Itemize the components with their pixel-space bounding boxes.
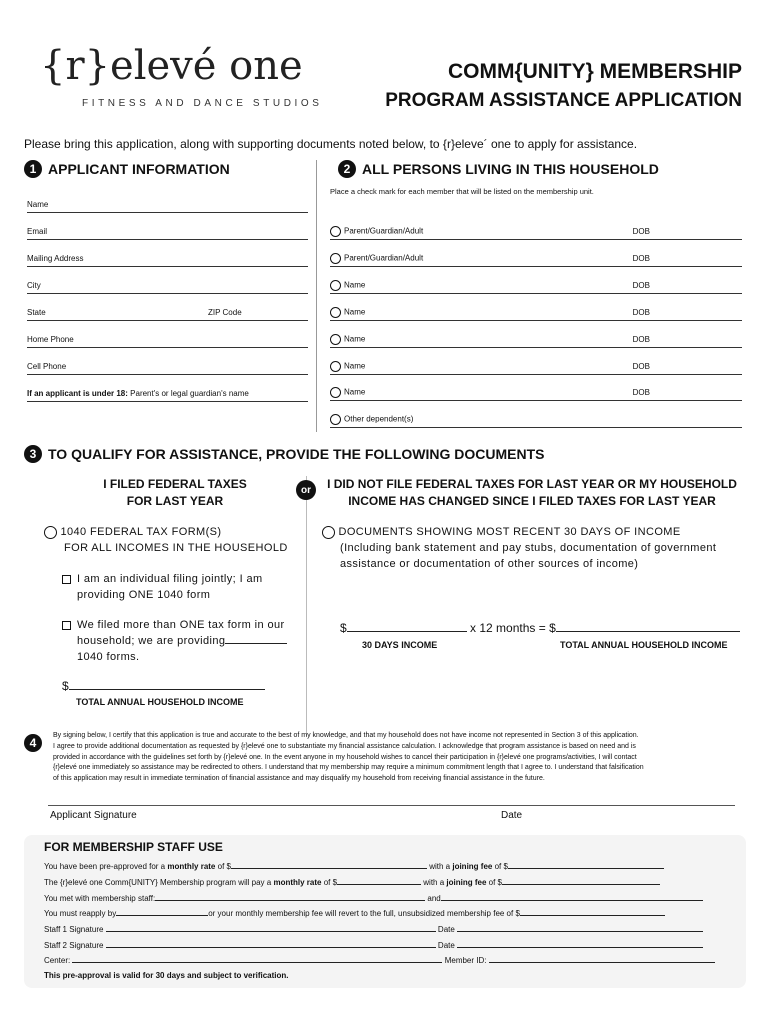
- radio-circle-icon[interactable]: [330, 280, 341, 291]
- staff-text: Date: [437, 941, 455, 950]
- staff-bold: joining fee: [446, 878, 487, 887]
- right-total-income-blank[interactable]: [556, 621, 740, 632]
- program-rate-blank[interactable]: [337, 877, 421, 885]
- section3-number-icon: 3: [24, 445, 42, 463]
- left-column-heading: [50, 476, 300, 510]
- household-row[interactable]: [330, 386, 742, 401]
- section2-heading: [338, 160, 659, 178]
- under18-bold: If an applicant is under 18:: [27, 389, 128, 398]
- mailing-label: Mailing Address: [27, 254, 84, 263]
- certification-line: By signing below, I certify that this application is true and accurate to the best of my knowledge, and that my household does not have income not represented in Section 3 of this application.: [53, 732, 639, 739]
- radio-circle-icon[interactable]: [330, 334, 341, 345]
- staff-text: Member ID:: [444, 956, 487, 965]
- household-row-other[interactable]: [330, 413, 742, 428]
- staff-text: or your monthly membership fee will revert to the full, unsubsidized membership fee of $: [208, 909, 520, 918]
- radio-circle-icon[interactable]: [330, 226, 341, 237]
- household-instruction: Place a check mark for each member that will be listed on the membership unit.: [330, 187, 594, 196]
- logo-wordmark: {r}elevé one: [40, 43, 303, 89]
- household-row-label: Name: [344, 361, 366, 371]
- right-heading-line2: INCOME HAS CHANGED SINCE I FILED TAXES FOR LAST YEAR: [348, 494, 716, 508]
- household-row[interactable]: [330, 279, 742, 294]
- income-documents-sublabel2: assistance or documentation of other sources of income): [340, 558, 639, 570]
- dob-label: DOB: [632, 281, 650, 290]
- household-row-label: Name: [344, 387, 366, 397]
- income-documents-option[interactable]: [322, 524, 716, 572]
- city-field[interactable]: [27, 279, 308, 294]
- other-dependents-label: Other dependent(s): [344, 414, 414, 424]
- household-row-label: Name: [344, 280, 366, 290]
- program-pay-line: [44, 877, 660, 887]
- certification-line: I agree to provide additional documentation as requested by {r}elevé one to substantiate my financial assistance calculation. I acknowledge that program assistance is based on need and is: [53, 742, 636, 750]
- member-id-blank[interactable]: [489, 955, 715, 963]
- staff1-date-blank[interactable]: [457, 924, 703, 932]
- section3-title: TO QUALIFY FOR ASSISTANCE, PROVIDE THE FOLLOWING DOCUMENTS: [48, 446, 545, 462]
- certification-line: {r}elevé one immediately so assistance may be redirected to others. I understand that my membership may require a minimum commitment length that I agree to. I understand that falsification: [53, 764, 644, 772]
- applicant-signature-label: Applicant Signature: [50, 810, 137, 821]
- section3-heading: [24, 445, 545, 463]
- name-field[interactable]: [27, 198, 308, 213]
- left-total-annual-label: TOTAL ANNUAL HOUSEHOLD INCOME: [76, 697, 244, 707]
- preapproval-line: [44, 861, 664, 871]
- staff-text: You must reapply by: [44, 909, 117, 918]
- radio-circle-icon[interactable]: [330, 361, 341, 372]
- section4-number-icon: 4: [24, 734, 42, 752]
- checkbox-icon[interactable]: [62, 575, 71, 584]
- dob-label: DOB: [632, 227, 650, 236]
- guardian-label: [27, 389, 249, 398]
- guardian-name-field[interactable]: [27, 387, 308, 402]
- staff-text: You have been pre-approved for a: [44, 862, 166, 871]
- staff2-date-blank[interactable]: [457, 940, 703, 948]
- income-documents-sublabel1: (Including bank statement and pay stubs, documentation of government: [340, 542, 717, 554]
- multiple-forms-label: We filed more than ONE tax form in our: [77, 619, 285, 631]
- staff-text: You met with membership staff:: [44, 894, 156, 903]
- section-divider: [316, 160, 317, 432]
- staff-text: of $: [488, 878, 502, 887]
- income-documents-label: DOCUMENTS SHOWING MOST RECENT 30 DAYS OF INCOME: [338, 526, 681, 538]
- staff-text: Staff 1 Signature: [44, 925, 104, 934]
- email-label: Email: [27, 227, 48, 236]
- joint-filing-label2: providing ONE 1040 form: [77, 589, 211, 601]
- mailing-address-field[interactable]: [27, 252, 308, 267]
- household-row[interactable]: [330, 225, 742, 240]
- staff-text: of $: [217, 862, 231, 871]
- staff-use-heading: FOR MEMBERSHIP STAFF USE: [44, 840, 223, 854]
- section1-heading: [24, 160, 230, 178]
- days30-income-blank[interactable]: [347, 621, 467, 632]
- page-subtitle: PROGRAM ASSISTANCE APPLICATION: [385, 90, 742, 111]
- radio-circle-icon[interactable]: [330, 307, 341, 318]
- multiple-forms-label2: household; we are providing: [77, 635, 226, 647]
- staff-member1-blank[interactable]: [155, 893, 425, 901]
- section1-number-icon: 1: [24, 160, 42, 178]
- x12-label: x 12 months = $: [470, 621, 556, 635]
- household-row[interactable]: [330, 252, 742, 267]
- staff-text: and: [427, 894, 441, 903]
- days30-income-label: 30 DAYS INCOME: [362, 640, 438, 650]
- name-label: Name: [27, 200, 49, 209]
- met-staff-line: [44, 893, 703, 903]
- intro-text: Please bring this application, along with supporting documents noted below, to {r}eleve´ one to apply for assistance.: [24, 137, 638, 151]
- state-zip-field[interactable]: [27, 306, 308, 321]
- tax-form-label: 1040 FEDERAL TAX FORM(S): [60, 526, 222, 538]
- staff-bold: joining fee: [452, 862, 493, 871]
- form-count-blank[interactable]: [225, 636, 287, 644]
- dob-label: DOB: [632, 388, 650, 397]
- radio-circle-icon[interactable]: [330, 414, 341, 425]
- state-label: State: [27, 308, 46, 317]
- staff2-signature-line: [44, 940, 703, 950]
- household-row[interactable]: [330, 306, 742, 321]
- full-fee-blank[interactable]: [520, 908, 665, 916]
- dollar-sign: $: [62, 679, 69, 693]
- right-total-annual-label: TOTAL ANNUAL HOUSEHOLD INCOME: [560, 640, 728, 650]
- household-row[interactable]: [330, 333, 742, 348]
- section2-title: ALL PERSONS LIVING IN THIS HOUSEHOLD: [362, 161, 659, 177]
- certification-line: of this application may result in immediate termination of financial assistance and may disqualify my household from receiving financial assistance in the future.: [53, 775, 545, 783]
- staff-text: of $: [323, 878, 338, 887]
- staff2-signature-blank[interactable]: [106, 940, 436, 948]
- center-blank[interactable]: [72, 955, 442, 963]
- household-row-label: Parent/Guardian/Adult: [344, 226, 424, 236]
- staff-text: Staff 2 Signature: [44, 941, 104, 950]
- center-line: [44, 955, 715, 965]
- staff-bold: monthly rate: [167, 862, 216, 871]
- signature-date-label: Date: [501, 810, 523, 821]
- dob-label: DOB: [632, 335, 650, 344]
- household-row-label: Name: [344, 334, 366, 344]
- or-badge: or: [296, 480, 316, 500]
- program-fee-blank[interactable]: [502, 877, 660, 885]
- dollar-sign: $: [340, 621, 347, 635]
- page-title: COMM{UNITY} MEMBERSHIP: [447, 60, 742, 83]
- applicant-signature-line[interactable]: [48, 805, 735, 806]
- multiple-forms-checkbox-option[interactable]: [62, 617, 287, 665]
- staff-text: with a: [429, 862, 451, 871]
- dob-label: DOB: [632, 362, 650, 371]
- zip-label: ZIP Code: [208, 308, 242, 317]
- left-heading-line2: FOR LAST YEAR: [126, 494, 224, 508]
- section2-number-icon: 2: [338, 160, 356, 178]
- household-row-label: Name: [344, 307, 366, 317]
- staff-bold: monthly rate: [273, 878, 322, 887]
- tax-form-option[interactable]: [44, 524, 288, 556]
- radio-circle-icon[interactable]: [322, 526, 335, 539]
- section1-title: APPLICANT INFORMATION: [48, 161, 230, 177]
- radio-circle-icon[interactable]: [330, 253, 341, 264]
- email-field[interactable]: [27, 225, 308, 240]
- staff-text: Center:: [44, 956, 71, 965]
- preapproval-fee-blank[interactable]: [508, 861, 664, 869]
- joint-filing-label: I am an individual filing jointly; I am: [77, 573, 263, 585]
- left-income-blank[interactable]: [69, 679, 265, 690]
- under18-rest: Parent's or legal guardian's name: [130, 389, 249, 398]
- joint-filing-checkbox-option[interactable]: [62, 571, 263, 603]
- staff1-signature-blank[interactable]: [106, 924, 436, 932]
- home-phone-label: Home Phone: [27, 335, 74, 344]
- city-label: City: [27, 281, 41, 290]
- preapproval-note: This pre-approval is valid for 30 days and subject to verification.: [44, 971, 289, 980]
- certification-line: provided in accordance with the guidelines set forth by {r}elevé one. In the event anyone in my household wishes to cancel their participation in {r}elevé one programs/activities, I will contact: [53, 753, 637, 761]
- staff-text: with a: [423, 878, 445, 887]
- right-column-heading: [322, 476, 742, 510]
- income-calculation: [340, 621, 740, 635]
- dob-label: DOB: [632, 308, 650, 317]
- staff-member2-blank[interactable]: [441, 893, 703, 901]
- staff-text: The {r}elevé one Comm{UNITY} Membership program will pay a: [44, 878, 272, 887]
- radio-circle-icon[interactable]: [330, 387, 341, 398]
- staff-text: Date: [437, 925, 455, 934]
- left-heading-line1: I FILED FEDERAL TAXES: [103, 477, 247, 491]
- staff-text: of $: [494, 862, 508, 871]
- reapply-date-blank[interactable]: [116, 908, 208, 916]
- home-phone-field[interactable]: [27, 333, 308, 348]
- radio-circle-icon[interactable]: [44, 526, 57, 539]
- reapply-line: [44, 908, 665, 918]
- household-row-label: Parent/Guardian/Adult: [344, 253, 424, 263]
- checkbox-icon[interactable]: [62, 621, 71, 630]
- dob-label: DOB: [632, 254, 650, 263]
- cell-phone-label: Cell Phone: [27, 362, 67, 371]
- multiple-forms-label3: 1040 forms.: [77, 651, 140, 663]
- cell-phone-field[interactable]: [27, 360, 308, 375]
- column-divider: [306, 476, 307, 736]
- logo-tagline: FITNESS AND DANCE STUDIOS: [82, 98, 323, 109]
- staff1-signature-line: [44, 924, 703, 934]
- preapproval-rate-blank[interactable]: [231, 861, 427, 869]
- household-row[interactable]: [330, 360, 742, 375]
- left-income-input[interactable]: [62, 679, 265, 693]
- certification-text: [53, 731, 743, 785]
- right-heading-line1: I DID NOT FILE FEDERAL TAXES FOR LAST YEAR OR MY HOUSEHOLD: [327, 477, 737, 491]
- tax-form-sublabel: FOR ALL INCOMES IN THE HOUSEHOLD: [64, 542, 288, 554]
